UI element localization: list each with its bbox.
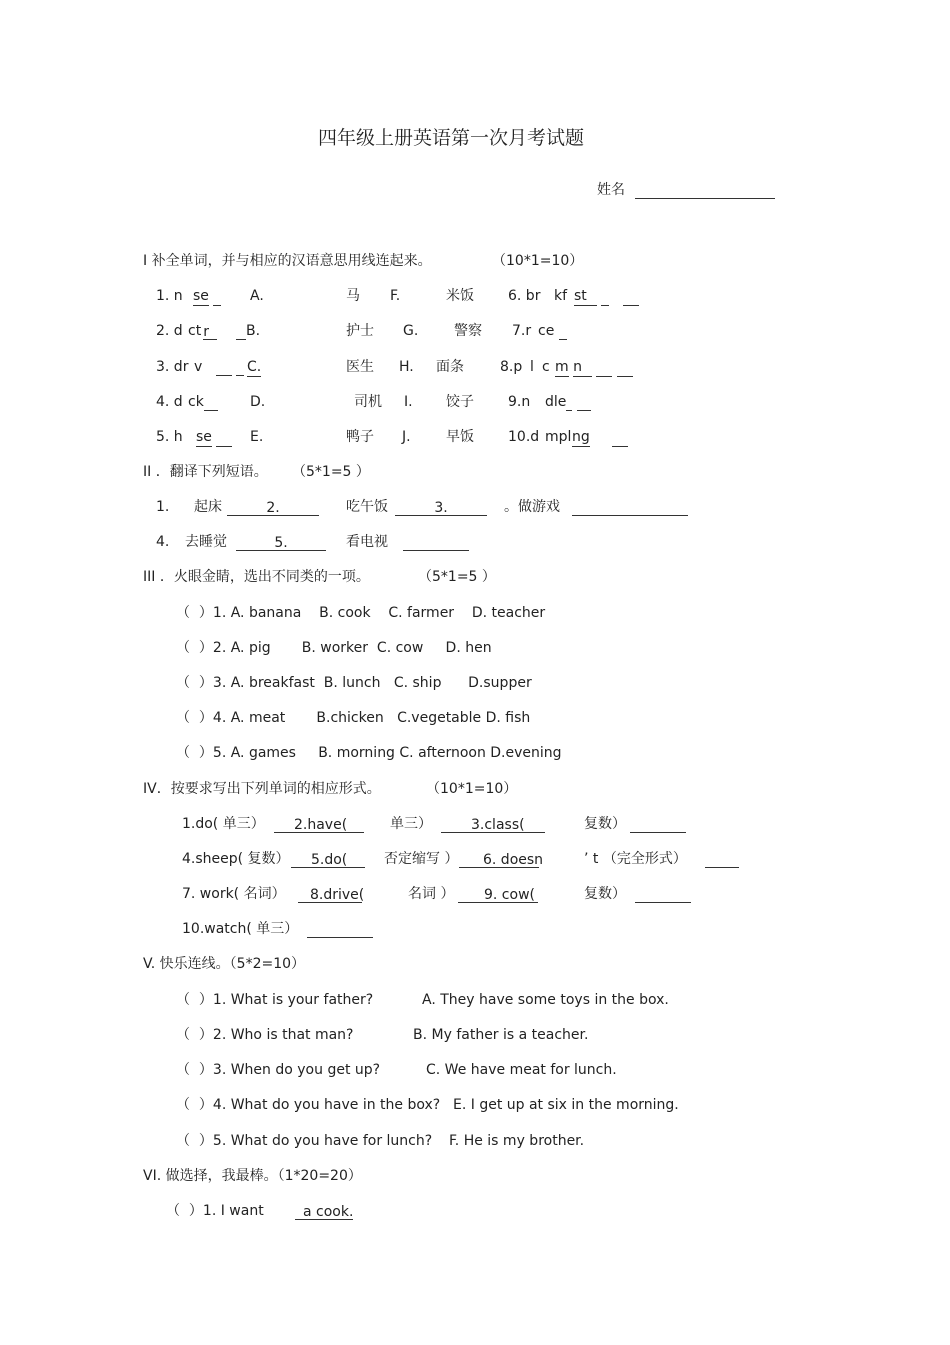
s1-meaning-b: 护士	[346, 323, 374, 339]
s1-word-1-prefix: 1. n	[156, 288, 183, 304]
s1-letter-c	[247, 358, 261, 377]
s6-answer-1[interactable]	[295, 1202, 353, 1220]
s6-question-tail: a cook.	[303, 1204, 354, 1220]
s1-meaning-j: 早饭	[446, 429, 474, 445]
s4-item-3: 3.class(	[471, 817, 525, 833]
s1-meaning-i: 饺子	[446, 394, 474, 410]
s1-letter-h: H.	[399, 359, 414, 375]
s4-item-4: 4.sheep( 复数）	[182, 851, 290, 867]
s1-letter-i: I.	[404, 394, 413, 410]
s2-phrase-1: 起床	[194, 499, 222, 515]
s1-word-3-mid	[194, 358, 244, 376]
s5-question-text: 4. What do you have in the box?	[212, 1097, 441, 1113]
s1-word-6-end	[574, 287, 639, 306]
s4-item-9: 9. cow(	[484, 887, 535, 903]
answer-paren-close: ）	[198, 992, 213, 1008]
s4-item-8: 8.drive(	[310, 887, 365, 903]
s1-meaning-f: 米饭	[446, 288, 474, 304]
s4-answer-3[interactable]	[630, 816, 686, 833]
s1-word-7-end	[538, 322, 567, 340]
s1-blank[interactable]	[566, 394, 572, 411]
s3-item-text: 4. A. meat B.chicken C.vegetable D. fish	[212, 710, 531, 726]
s1-meaning-a: 马	[346, 288, 360, 304]
s5-answer-f: F. He is my brother.	[449, 1133, 585, 1149]
answer-paren-open[interactable]: （	[176, 1133, 190, 1149]
s4-answer-5[interactable]	[459, 850, 544, 868]
s4-item-9-cond	[584, 885, 691, 903]
s2-answer-1[interactable]	[227, 498, 319, 516]
s4-answer-6[interactable]	[705, 851, 739, 868]
s1-letter-b-text: B.	[246, 323, 261, 339]
s1-blank[interactable]	[216, 359, 232, 376]
s2-num-2: 2.	[266, 500, 280, 516]
s2-num-1: 1.	[156, 499, 170, 515]
section-3-heading: III ．火眼金睛，选出不同类的一项。	[143, 569, 370, 585]
s5-question-2	[176, 1026, 353, 1044]
s5-question-4	[176, 1096, 440, 1114]
s1-word-6-part: st	[574, 288, 587, 304]
section-1-score: （10*1=10）	[492, 253, 584, 269]
s4-item-6-cond	[584, 850, 739, 868]
s1-word-5-prefix: 5. h	[156, 429, 183, 445]
answer-paren-open[interactable]: （	[176, 1062, 190, 1078]
section-3-score: （5*1=5 ）	[418, 569, 496, 585]
s1-blank[interactable]	[617, 360, 633, 377]
s4-answer-9[interactable]	[635, 886, 691, 903]
s2-answer-5[interactable]	[403, 533, 469, 551]
s1-blank[interactable]	[236, 323, 246, 340]
s3-question-3	[176, 674, 532, 692]
s1-word-2-letter: r	[203, 324, 209, 340]
s1-word-9-prefix: 9.n	[508, 394, 531, 410]
s4-item-6: 6. doesn	[483, 852, 544, 868]
s4-item-8-cond: 名词 ）	[408, 886, 455, 902]
answer-paren-open[interactable]: （	[176, 640, 190, 656]
s3-item-text: 1. A. banana B. cook C. farmer D. teacher	[212, 605, 546, 621]
s6-question-1	[166, 1202, 264, 1220]
s1-blank[interactable]	[612, 430, 628, 447]
s4-item-5: 5.do(	[311, 852, 348, 868]
s1-blank[interactable]	[623, 289, 639, 306]
s5-question-text: 5. What do you have for lunch?	[212, 1133, 433, 1149]
s1-word-8-m: m	[555, 359, 569, 375]
s4-answer-7[interactable]	[298, 885, 365, 903]
s1-letter-j: J.	[402, 429, 411, 445]
s3-question-5	[176, 744, 562, 762]
s1-word-4-end	[188, 393, 218, 411]
s1-word-1-part: se	[193, 288, 209, 304]
answer-paren-open[interactable]: （	[166, 1203, 180, 1219]
section-2-heading: II ．翻译下列短语。	[143, 464, 268, 480]
s4-item-6-cond-text: ’ t （完全形式）	[584, 851, 687, 867]
answer-paren-close: ）	[198, 1062, 213, 1078]
answer-paren-close: ）	[198, 1027, 213, 1043]
s4-item-7: 7. work( 名词）	[182, 886, 286, 902]
answer-paren-close: ）	[198, 1133, 213, 1149]
answer-paren-close: ）	[198, 710, 213, 726]
answer-paren-open[interactable]: （	[176, 992, 190, 1008]
s4-item-3-cond-text: 复数）	[584, 816, 626, 832]
s3-item-text: 3. A. breakfast B. lunch C. ship D.supper	[212, 675, 532, 691]
s2-num-5: 5.	[274, 535, 288, 551]
answer-paren-close: ）	[198, 605, 213, 621]
answer-paren-close: ）	[198, 745, 213, 761]
s1-blank[interactable]	[213, 289, 221, 306]
s1-word-10-end	[572, 428, 628, 447]
s4-item-1: 1.do( 单三）	[182, 816, 265, 832]
s1-letter-f: F.	[390, 288, 401, 304]
s1-word-6-mid: kf	[554, 288, 568, 304]
s4-item-10	[182, 920, 373, 938]
s1-letter-a: A.	[250, 288, 264, 304]
page-title: 四年级上册英语第一次月考试题	[318, 127, 585, 149]
s1-blank[interactable]	[596, 360, 612, 377]
s1-word-9-end	[545, 393, 591, 411]
name-field[interactable]	[635, 182, 775, 199]
s1-blank[interactable]	[582, 360, 592, 377]
s4-item-5-cond: 否定缩写 ）	[384, 851, 459, 867]
s1-blank[interactable]	[577, 394, 591, 411]
s1-blank[interactable]	[204, 394, 218, 411]
s4-answer-1[interactable]	[274, 815, 364, 833]
s3-question-1	[176, 604, 545, 622]
s4-answer-2[interactable]	[441, 815, 545, 833]
s2-phrase-5: 看电视	[346, 534, 388, 550]
s1-meaning-d: 司机	[354, 394, 382, 410]
s4-item-9-cond-text: 复数）	[584, 886, 626, 902]
s4-answer-8[interactable]	[458, 885, 538, 903]
answer-paren-close: ）	[198, 640, 213, 656]
s1-word-10-mid: mpl	[545, 429, 572, 445]
section-4-heading: IV．按要求写出下列单词的相应形式。	[143, 781, 381, 797]
s3-question-4	[176, 709, 530, 727]
answer-paren-close: ）	[198, 1097, 213, 1113]
s1-word-6-prefix: 6. br	[508, 288, 541, 304]
s1-blank[interactable]	[216, 430, 232, 447]
s1-word-8-c: c	[542, 359, 550, 375]
name-label-text: 姓名	[597, 182, 625, 198]
s5-question-text: 1. What is your father?	[212, 992, 374, 1008]
section-4-score: （10*1=10）	[426, 781, 518, 797]
s5-answer-b: B. My father is a teacher.	[413, 1027, 589, 1043]
s1-blank[interactable]	[587, 289, 597, 306]
s2-phrase-2: 吃午饭	[346, 499, 388, 515]
section-1-heading	[143, 252, 432, 270]
s1-meaning-c: 医生	[346, 359, 374, 375]
s1-letter-b	[236, 322, 260, 340]
s1-word-2-part: ct	[188, 323, 202, 339]
s1-word-5-part: se	[196, 429, 212, 445]
s5-question-text: 3. When do you get up?	[212, 1062, 381, 1078]
section-5-heading: V. 快乐连线。（5*2=10）	[143, 956, 306, 972]
answer-paren-open[interactable]: （	[176, 1097, 190, 1113]
s1-blank[interactable]	[236, 359, 244, 376]
s1-letter-c-text: C.	[247, 359, 262, 375]
s1-word-7-prefix: 7.r	[512, 323, 532, 339]
s3-item-text: 5. A. games B. morning C. afternoon D.evening	[212, 745, 562, 761]
s1-word-7-part: ce	[538, 323, 555, 339]
s1-letter-e: E.	[250, 429, 264, 445]
s1-word-3-prefix: 3. dr	[156, 359, 189, 375]
s1-word-9-part: dle	[545, 394, 567, 410]
s4-item-2: 2.have(	[294, 817, 348, 833]
s1-word-4-prefix: 4. d	[156, 394, 183, 410]
s3-question-2	[176, 639, 492, 657]
s5-question-1	[176, 991, 373, 1009]
s1-word-10-part: ng	[572, 429, 590, 445]
s4-item-10-text: 10.watch( 单三）	[182, 921, 299, 937]
s2-answer-4[interactable]	[236, 533, 326, 551]
name-label	[597, 181, 775, 199]
s1-blank[interactable]	[559, 323, 567, 340]
answer-paren-open[interactable]: （	[176, 710, 190, 726]
s4-answer-10[interactable]	[307, 921, 373, 938]
section-6-heading: VI. 做选择，我最棒。（1*20=20）	[143, 1168, 362, 1184]
s5-question-5	[176, 1132, 432, 1150]
s2-phrase-4: 去睡觉	[185, 534, 227, 550]
answer-paren-close: ）	[198, 675, 213, 691]
s5-answer-e: E. I get up at six in the morning.	[453, 1097, 679, 1113]
s1-word-4-part: ck	[188, 394, 204, 410]
s1-word-3-part: v	[194, 359, 203, 375]
s6-question-text: 1. I want	[202, 1203, 264, 1219]
s1-word-10-prefix: 10.d	[508, 429, 540, 445]
s2-answer-2[interactable]	[395, 498, 487, 516]
s4-answer-4[interactable]	[291, 850, 365, 868]
s5-answer-c: C. We have meat for lunch.	[426, 1062, 617, 1078]
s1-word-5-end	[196, 428, 232, 447]
s1-word-1-suffix	[193, 287, 221, 306]
answer-paren-open[interactable]: （	[176, 605, 190, 621]
section-1-title: I 补全单词，并与相应的汉语意思用线连起来。	[143, 253, 432, 269]
s1-blank[interactable]	[203, 323, 217, 340]
s1-blank[interactable]	[601, 289, 609, 306]
s1-meaning-e: 鸭子	[346, 429, 374, 445]
answer-paren-open[interactable]: （	[176, 675, 190, 691]
answer-paren-open[interactable]: （	[176, 745, 190, 761]
s1-word-2-mid	[188, 322, 217, 340]
answer-paren-close: ）	[188, 1203, 203, 1219]
section-2-score: （5*1=5 ）	[292, 464, 370, 480]
s5-question-3	[176, 1061, 380, 1079]
s1-meaning-h: 面条	[436, 359, 464, 375]
s1-letter-d: D.	[250, 394, 266, 410]
s1-word-8-prefix: 8.p	[500, 359, 523, 375]
s3-item-text: 2. A. pig B. worker C. cow D. hen	[212, 640, 492, 656]
s5-answer-a: A. They have some toys in the box.	[422, 992, 669, 1008]
s1-word-2-prefix: 2. d	[156, 323, 183, 339]
s1-meaning-g: 警察	[454, 323, 482, 339]
s1-word-8-n: n	[573, 359, 582, 375]
s5-question-text: 2. Who is that man?	[212, 1027, 354, 1043]
s1-word-8-end	[555, 358, 633, 377]
answer-paren-open[interactable]: （	[176, 1027, 190, 1043]
s1-word-8-l: l	[530, 359, 534, 375]
s2-num-3: 3.	[434, 500, 448, 516]
s2-phrase-3: 。做游戏	[504, 499, 560, 515]
s2-num-4: 4.	[156, 534, 170, 550]
s4-item-3-cond	[584, 815, 686, 833]
s1-letter-g: G.	[403, 323, 419, 339]
s4-item-2-cond: 单三）	[390, 816, 432, 832]
s2-answer-3[interactable]	[572, 498, 688, 516]
